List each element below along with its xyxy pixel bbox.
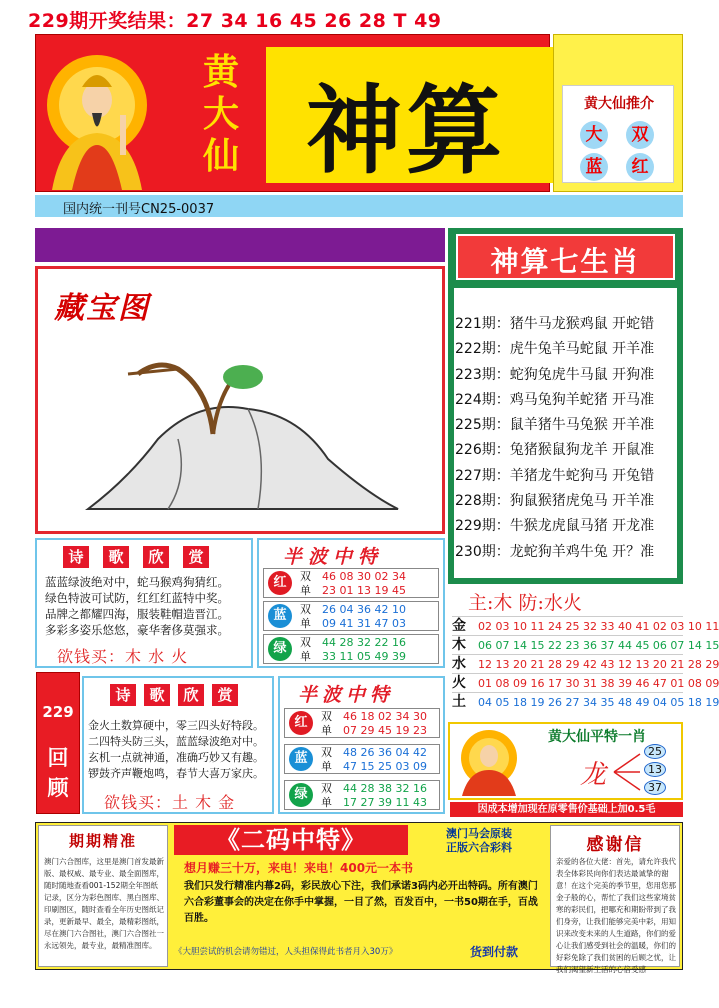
table-row: 木 06 07 14 15 22 23 36 37 44 45 06 07 14 15 [452,637,719,653]
recommend-item: 红 [626,153,654,181]
wave-single-line: 单 23 01 13 19 45 [300,584,406,597]
wave-single-line: 单 33 11 05 49 39 [300,650,406,663]
list-item: 227期：羊猪龙牛蛇狗马 开兔错 [455,467,655,484]
pinte-ball: 13 [644,762,666,777]
wave-double-line: 双 44 28 38 32 16 [321,782,427,795]
list-item: 228期：狗鼠猴猪虎兔马 开羊准 [455,493,655,510]
pinte-ball: 37 [644,780,666,795]
wave-double-line: 双 44 28 32 22 16 [300,636,406,649]
poem-panel-2 [82,676,274,814]
wave-single-line: 单 47 15 25 03 09 [321,760,427,773]
recommend-item: 大 [580,121,608,149]
wave-color-ball: 红 [289,711,313,735]
issn-bar [35,195,683,217]
half-wave-panel-1 [257,538,445,668]
issn-number: 国内统一刊号CN25-0037 [63,202,215,217]
wave-group-blue [284,744,440,774]
wave-single-line: 单 17 27 39 11 43 [321,796,427,809]
poem-buy-hint: 欲钱买：土 木 金 [104,793,236,812]
wave-group-blue [263,601,439,631]
poem-panel-1 [35,538,253,668]
footer-left-title: 期期精准 [68,832,137,850]
half-wave-title: 半波中特 [283,546,384,568]
wave-double-line: 双 46 08 30 02 34 [300,570,406,583]
pinte-panel [448,722,683,800]
seven-zodiac-list [454,288,677,578]
pinte-ball: 25 [644,744,666,759]
wave-single-line: 单 07 29 45 19 23 [321,724,427,737]
poem-heading: 诗 歌 欣 赏 [110,684,238,706]
list-item: 222期：虎牛兔羊马蛇鼠 开羊准 [455,341,655,358]
half-wave-title: 半波中特 [298,684,395,706]
wave-group-green [284,780,440,810]
price-notice: 因成本增加现在原零售价基础上加0.5毛 [450,802,683,817]
list-item: 221期：猪牛马龙猴鸡鼠 开蛇错 [455,316,655,332]
wave-color-ball: 绿 [268,637,292,661]
wave-group-red [263,568,439,598]
poem-line: 多彩多姿乐悠悠，豪华奢侈莫强求。 [45,623,229,637]
review-issue: 229 [42,703,74,721]
list-item: 225期：鼠羊猪牛马兔猴 开羊准 [455,417,655,434]
footer-slogan: 想月赚三十万，来电！来电！400元一本书 [184,861,414,875]
table-row: 火 01 08 09 16 17 30 31 38 39 46 47 01 08 09 [452,675,719,691]
list-item: 223期：蛇狗兔虎牛马鼠 开狗准 [455,366,655,383]
footer-footnote: 《大胆尝试的机会请勿错过，人头担保得此书者月入30万》 [174,947,398,957]
deity-icon [454,728,524,796]
poem-line: 玄机一点就神通，准确巧妙又有趣。 [88,751,264,764]
poem-heading: 诗 歌 欣 赏 [63,546,223,568]
seven-zodiac-title: 神算七生肖 [490,245,641,278]
poem-line: 品牌之都耀四海，服装鞋帽造晋江。 [45,607,229,621]
poem-buy-hint: 欲钱买：木 水 火 [57,647,189,666]
list-item: 230期：龙蛇狗羊鸡牛兔 开？准 [455,543,655,560]
wave-group-green [263,634,439,664]
wave-double-line: 双 26 04 36 42 10 [300,603,406,616]
poem-line: 二四特头防三头，蓝蓝绿波绝对中。 [88,735,264,748]
recommend-panel [553,34,683,192]
list-item: 226期：兔猪猴鼠狗龙羊 开鼠准 [455,442,655,459]
review-tag [36,672,80,814]
masthead [35,34,550,192]
seven-zodiac-panel [448,228,683,584]
poem-line: 绿色特波可试防，红红红蓝特中奖。 [45,591,229,605]
wave-double-line: 双 48 26 36 04 42 [321,746,427,759]
wave-double-line: 双 46 18 02 34 30 [321,710,427,723]
treasure-map-illustration [68,329,408,519]
list-item: 224期：鸡马兔狗羊蛇猪 开马准 [455,391,655,408]
footer-left-panel [38,825,168,967]
wave-color-ball: 蓝 [268,604,292,628]
footer-main-title: 《二码中特》 [174,825,408,855]
footer-main-side: 澳门马会原装 正版六合彩料 [446,827,512,854]
poem-line: 锣鼓齐声鞭炮鸣，春节大喜万家庆。 [88,767,264,780]
pinte-zodiac: 龙 [580,760,607,790]
recommend-title: 黄大仙推介 [584,96,654,112]
wave-color-ball: 蓝 [289,747,313,771]
brand-title-box [266,47,556,187]
footer-right-panel [550,825,680,974]
footer-right-text: 亲爱的各位大佬：首先，请允许我代表全体彩民向你们表达最诚挚的谢意！在这个完美的季节里，您用您那金子般的心，帮忙了我们这些家境贫寒的彩民们，把哪充和期盼带到了我们身旁，让我们能够完美中彩，用知识来改变未来的人生道路，你们的爱心让我们感受到社会的温暖，你们的好彩免除了我们贫困的后顾之忧，让我们渴望新生活的心倍受感 [556,857,676,974]
table-row: 金 02 03 10 11 24 25 32 33 40 41 02 03 10 11 [452,618,719,634]
five-elements-panel [448,588,719,716]
footer-right-title: 感谢信 [586,835,644,855]
half-wave-panel-2 [278,676,445,814]
deity-image [42,45,152,190]
wave-color-ball: 绿 [289,783,313,807]
cash-on-delivery: 货到付款 [470,945,519,959]
wave-single-line: 单 09 41 31 47 03 [300,617,406,630]
wave-group-red [284,708,440,738]
pinte-title: 黄大仙平特一肖 [548,729,646,745]
arrows-icon [612,748,642,796]
purple-banner [35,228,445,262]
table-row: 水 12 13 20 21 28 29 42 43 12 13 20 21 28 29 [452,656,719,672]
brand-huangdaxian: 黄 大 仙 [202,51,239,177]
brand-title: 神算 [306,74,506,187]
five-elements-heading: 主:木 防:水火 [468,592,582,614]
recommend-item: 双 [626,121,654,149]
draw-result: 229期开奖结果：27 34 16 45 26 28 T 49 [28,10,442,32]
seven-zodiac-title-box [456,234,675,280]
poem-line: 蓝蓝绿波绝对中，蛇马猴鸡狗猜红。 [45,575,229,589]
poem-line: 金火土数算硬中，零三四头好特段。 [88,719,264,732]
recommend-item: 蓝 [580,153,608,181]
wave-color-ball: 红 [268,571,292,595]
list-item: 229期：牛猴龙虎鼠马猪 开龙准 [455,518,655,535]
table-row: 土 04 05 18 19 26 27 34 35 48 49 04 05 18 19 [452,694,719,710]
footer-left-text: 澳门六合图库，这里是澳门首发最新版、最权威、最专业、最全面图库，随时随地查看001-152期全年图纸记录，区分为彩色图库、黑白图库、印刷图区，随时查看全年历史图纸记录，更新最早、最全，最精彩图纸，尽在澳门六合图社，澳门六合图社一永远领先，最专业，最精准图库。 [44,857,164,950]
review-label: 回 顾 [47,745,69,800]
footer-body: 我们只发行精准内幕2码，彩民放心下注，我们承诺3码内必开出特码。所有澳门六合彩董事会的决定在你手中掌握，一目了然，百发百中，一书50期在手，百战百胜。 [184,881,538,924]
treasure-map-panel [35,266,445,534]
treasure-map-title: 藏宝图 [54,291,150,326]
footer-ad [35,822,683,974]
